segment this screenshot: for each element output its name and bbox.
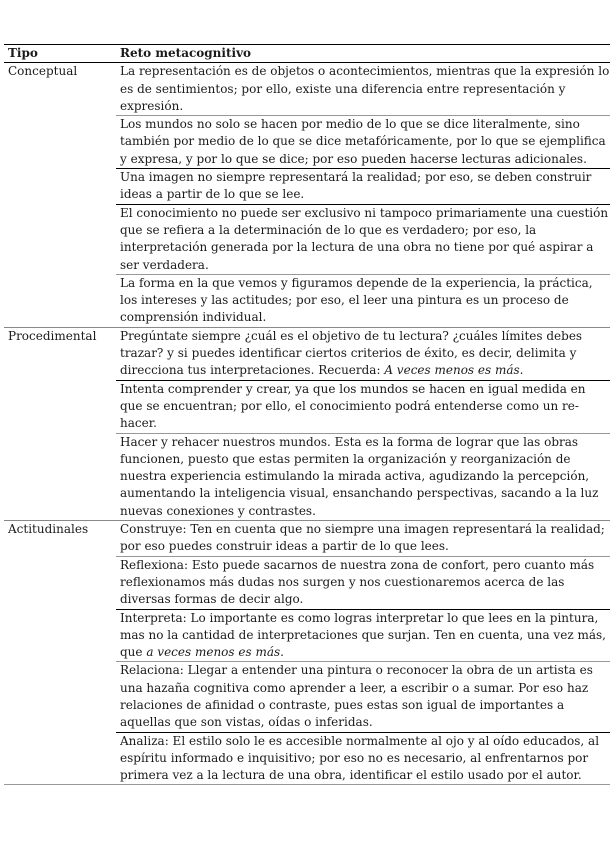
table-row — [4, 274, 610, 327]
reto-text: Relaciona: Llegar a entender una pintura o reconocer la obra de un artista es una hazaña cognitiva como aprender a leer, a escribir o a sumar. Por eso haz relaciones de afinidad o contraste, pues estas son igual de importantes a aquellas que son vistas, oídas o inferidas. — [120, 663, 593, 730]
reto-emphasis: a veces menos es más — [146, 645, 281, 660]
reto-text: La representación es de objetos o acontecimientos, mientras que la expresión lo es de sentimientos; por ello, existe una diferencia entre representación y expresión. — [120, 64, 610, 113]
header-reto: Reto metacognitivo — [116, 45, 610, 63]
reto-text: El conocimiento no puede ser exclusivo ni tampoco primariamente una cuestión que se refiera a la determinación de lo que es verdadero; por eso, la interpretación generada por la lectura de una obra no tiene por qué aspirar a ser verdadera. — [120, 205, 609, 272]
tipo-cell-empty — [4, 274, 116, 327]
table-row — [4, 204, 610, 274]
reto-emphasis: A veces menos es más — [384, 363, 520, 378]
table-row — [4, 556, 610, 609]
reto-text-after: . — [280, 645, 284, 660]
reto-text: Los mundos no solo se hacen por medio de lo que se dice literalmente, sino también por medio de lo que se dice metafóricamente, por lo que se ejemplifica y expresa, y por lo que se dice; por eso pueden hacerse lecturas adicionales. — [120, 117, 606, 166]
reto-text: Interpreta: Lo importante es como logras interpretar lo que lees en la pintura, mas no la cantidad de interpretaciones que surjan. Ten en cuenta, una vez más, que — [120, 610, 606, 660]
reto-text: Una imagen no siempre representará la realidad; por eso, se deben construir ideas a partir de lo que se lee. — [120, 170, 592, 202]
tipo-cell-empty — [4, 556, 116, 609]
reto-cell — [116, 116, 610, 169]
reto-cell — [116, 327, 610, 380]
table-row — [4, 380, 610, 433]
table-row — [4, 521, 610, 557]
reto-text-after: . — [519, 363, 524, 378]
reto-cell — [116, 521, 610, 557]
reto-text: La forma en la que vemos y figuramos depende de la experiencia, la práctica, los intereses y las actitudes; por eso, el leer una pintura es un proceso de comprensión individual. — [120, 275, 593, 325]
table-row — [4, 662, 610, 732]
reto-cell — [116, 63, 610, 116]
header-tipo: Tipo — [4, 45, 116, 63]
tipo-cell-empty — [4, 732, 116, 785]
reto-cell — [116, 274, 610, 327]
table-row — [4, 732, 610, 785]
tipo-cell-empty — [4, 169, 116, 205]
reto-cell — [116, 662, 610, 732]
reto-cell — [116, 169, 610, 205]
reto-text: Reflexiona: Esto puede sacarnos de nuestra zona de confort, pero cuanto más reflexionamos más dudas nos surgen y nos cuestionaremos acerca de las diversas formas de decir algo. — [120, 557, 595, 607]
reto-cell — [116, 732, 610, 785]
metacognitive-challenges-table — [4, 44, 610, 785]
tipo-cell-empty — [4, 609, 116, 662]
reto-text: Analiza: El estilo solo le es accesible normalmente al ojo y al oído educados, al espíritu informado e inquisitivo; por eso no es necesario, al enfrentarnos por primera vez a la lectura de una obra, identificar el estilo usado por el autor. — [120, 733, 600, 783]
reto-cell — [116, 433, 610, 520]
tipo-cell-empty — [4, 204, 116, 274]
reto-text: Pregúntate siempre ¿cuál es el objetivo de tu lectura? ¿cuáles límites debes trazar? y si puedes identificar ciertos criterios de éxito, es decir, delimita y direcciona tus interpretaciones. Recuerda: — [120, 328, 583, 378]
tipo-cell-empty — [4, 433, 116, 520]
tipo-cell-empty — [4, 662, 116, 732]
tipo-cell: Actitudinales — [4, 521, 116, 557]
tipo-cell-empty — [4, 380, 116, 433]
reto-cell — [116, 556, 610, 609]
reto-cell — [116, 609, 610, 662]
reto-text: Intenta comprender y crear, ya que los mundos se hacen en igual medida en que se encuentran; por ello, el conocimiento podrá entenderse como un re-hacer. — [120, 381, 586, 431]
reto-text: Hacer y rehacer nuestros mundos. Esta es la forma de lograr que las obras funcionen, puesto que estas permiten la organización y reorganización de nuestra experiencia estimulando la mirada activa, agudizando la percepción, aumentando la inteligencia visual, ensanchando perspectivas, sacando a la luz nuevas conexiones y contrastes. — [120, 434, 599, 518]
reto-text: Construye: Ten en cuenta que no siempre una imagen representará la realidad; por eso puedes construir ideas a partir de lo que lees. — [120, 522, 605, 554]
table-row — [4, 609, 610, 662]
table-row — [4, 116, 610, 169]
tipo-cell-empty — [4, 116, 116, 169]
table-row — [4, 169, 610, 205]
tipo-cell: Conceptual — [8, 64, 78, 79]
table-row — [4, 433, 610, 520]
reto-cell — [116, 380, 610, 433]
table-body — [4, 63, 610, 785]
table-row — [4, 63, 610, 116]
header-row — [4, 45, 610, 63]
reto-cell — [116, 204, 610, 274]
tipo-cell: Procedimental — [4, 327, 116, 380]
table-row — [4, 327, 610, 380]
